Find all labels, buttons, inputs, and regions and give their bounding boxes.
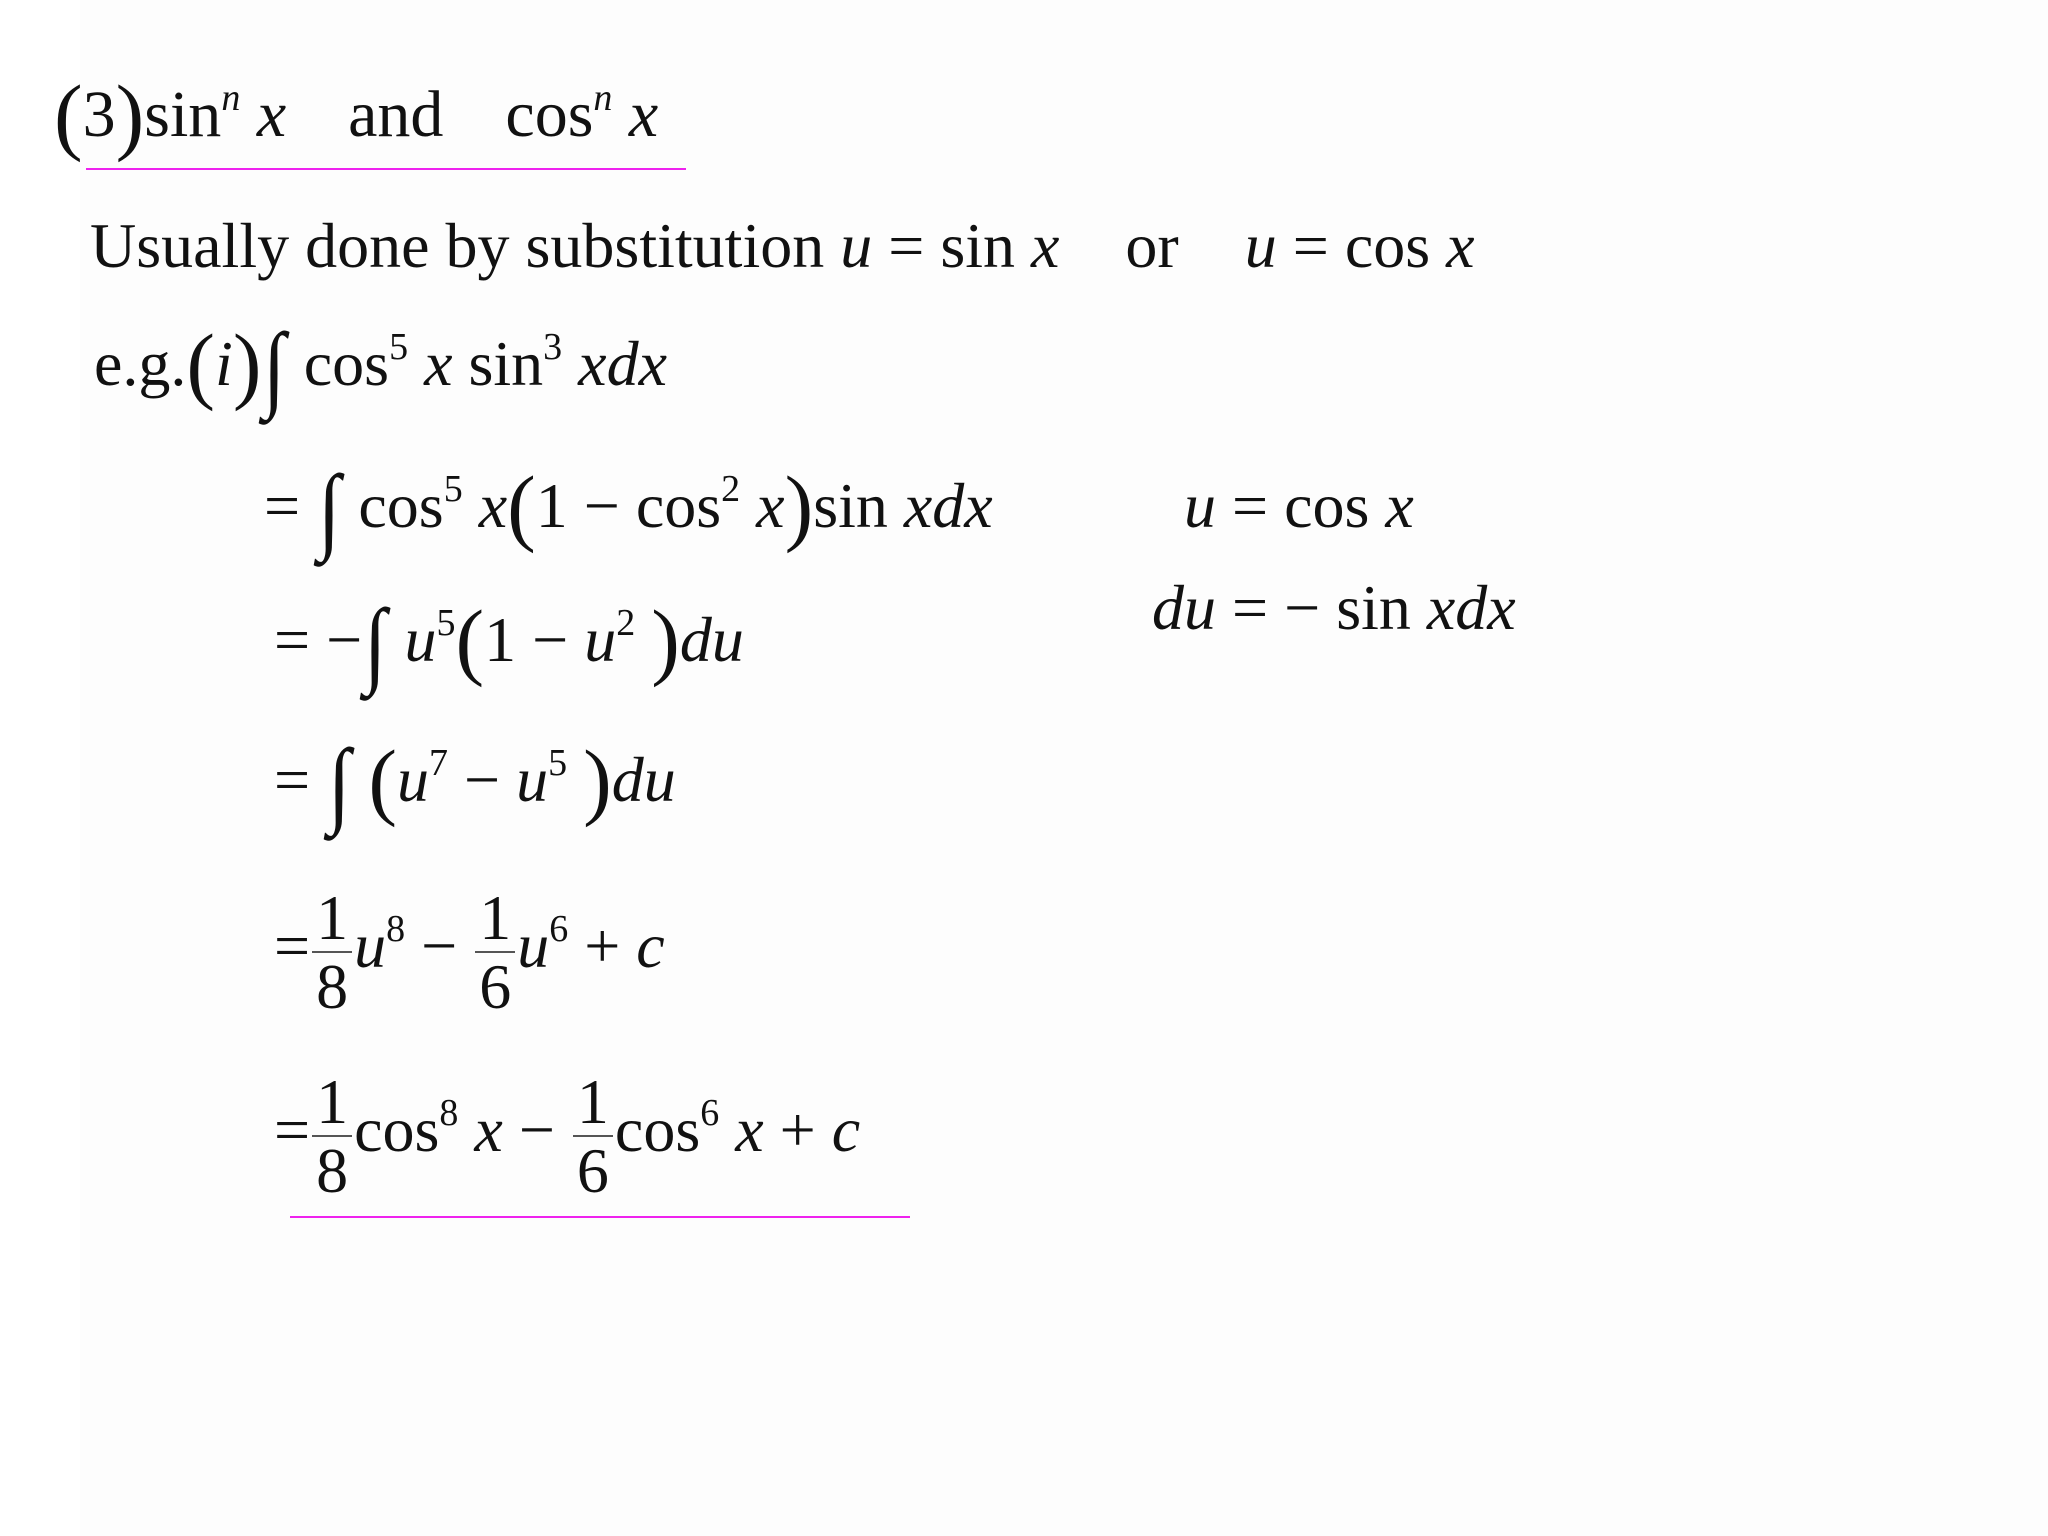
step4-exponent-6: 6 — [549, 907, 569, 950]
step3-u5: u — [516, 744, 549, 815]
substitution-u-x: x — [1385, 470, 1414, 541]
substitution-du-var: du — [1152, 572, 1216, 643]
step3-du: du — [611, 744, 676, 815]
substitution-du-eq: = − sin — [1216, 572, 1427, 643]
step4-minus: − — [405, 909, 474, 981]
heading-sin: sin — [144, 78, 222, 151]
heading-cos: cos — [505, 78, 594, 151]
intro-u1: u — [840, 210, 873, 281]
heading-cos-var: x — [628, 78, 659, 151]
equals-sign: = — [264, 470, 301, 541]
fraction-one-sixth — [475, 882, 515, 1023]
substitution-u-eq: = cos — [1216, 470, 1386, 541]
example-cos: cos — [303, 328, 390, 399]
step5-minus: − — [502, 1093, 571, 1165]
step1-lparen: ( — [507, 458, 536, 554]
step2-rparen: ) — [651, 592, 680, 688]
substitution-u-var: u — [1184, 470, 1216, 541]
equals-sign: = — [274, 744, 311, 815]
step4-exponent-8: 8 — [386, 907, 406, 950]
fraction-denominator: 6 — [479, 951, 512, 1023]
step3-rparen: ) — [583, 732, 612, 828]
step5-cos1: cos — [354, 1093, 440, 1165]
example-line: e.g.(i)∫ $\cos^5 x$ $\sin^3$ xdx — [94, 313, 667, 420]
step2-exponent-5: 5 — [436, 602, 456, 644]
step1-rparen: ) — [784, 458, 814, 554]
step1-exponent-5: 5 — [443, 468, 463, 510]
fraction-denominator: 8 — [316, 951, 349, 1023]
example-prefix: e.g. — [94, 328, 187, 399]
intro-x2: x — [1446, 210, 1475, 281]
step3-exponent-5: 5 — [548, 742, 568, 784]
example-cos-exponent: 5 — [389, 326, 409, 368]
intro-line — [90, 210, 1475, 281]
heading-and: and — [348, 78, 444, 151]
step2-u2: u — [584, 604, 617, 675]
intro-x1: x — [1031, 210, 1060, 281]
step1-exponent-2: 2 — [721, 468, 741, 510]
heading-cos-exponent: n — [593, 77, 613, 119]
fraction-denominator: 6 — [576, 1135, 609, 1207]
equals-minus-sign: = − — [274, 604, 363, 675]
intro-eq2: = cos — [1276, 210, 1447, 281]
step3-u7: u — [397, 744, 430, 815]
step1-sin: sin — [813, 470, 904, 541]
step2-du: du — [679, 604, 744, 675]
step1-one-minus-cos: 1 − cos — [535, 470, 722, 541]
step2-u: u — [404, 604, 437, 675]
step5-x1: x — [474, 1093, 503, 1165]
fraction-numerator: 1 — [475, 884, 515, 953]
step1-x2: x — [756, 470, 785, 541]
example-sin-exponent: 3 — [543, 326, 563, 368]
step5-constant: c — [831, 1093, 861, 1165]
intro-or: or — [1125, 210, 1179, 281]
section-heading — [54, 67, 659, 163]
step3-lparen: ( — [368, 732, 398, 828]
step4-u8: u — [354, 909, 387, 981]
step4-plus: + — [568, 909, 637, 981]
example-var2: xdx — [578, 328, 667, 399]
example-sin: sin — [468, 328, 544, 399]
fraction-numerator: 1 — [312, 1068, 352, 1137]
equals-sign: = — [274, 909, 311, 981]
heading-underline — [86, 168, 686, 170]
heading-number: 3 — [82, 78, 116, 151]
step4-constant: c — [636, 909, 665, 981]
step1-cos: cos — [358, 470, 444, 541]
example-label-close: ) — [232, 316, 262, 412]
step5-exponent-8: 8 — [439, 1091, 459, 1134]
fraction-one-eighth — [312, 1066, 352, 1207]
step1-x: x — [478, 470, 508, 541]
step3-exponent-7: 7 — [429, 742, 449, 784]
fraction-one-eighth — [312, 882, 352, 1023]
example-var1: x — [424, 328, 453, 399]
step5-exponent-6: 6 — [700, 1091, 720, 1134]
intro-u2: u — [1244, 210, 1277, 281]
intro-text: Usually done by substitution — [90, 210, 825, 281]
step-1: = ∫ $\cos^5 x(1 - \cos^2 x)\sin$ xdx — [264, 455, 993, 562]
step-5 — [274, 1066, 861, 1207]
step-3: = ∫ ($u^7 - u^5$ )du — [274, 729, 676, 836]
step5-plus: + — [763, 1093, 832, 1165]
step5-cos2: cos — [614, 1093, 701, 1165]
substitution-du — [1152, 572, 1516, 643]
fraction-numerator: 1 — [573, 1068, 613, 1137]
fraction-numerator: 1 — [312, 884, 352, 953]
heading-paren-open: ( — [54, 67, 83, 163]
step-4 — [274, 882, 665, 1023]
heading-paren-close: ) — [115, 67, 145, 163]
substitution-du-xdx: xdx — [1426, 572, 1516, 643]
fraction-one-sixth — [573, 1066, 613, 1207]
step3-minus: − — [448, 744, 517, 815]
equals-sign: = — [274, 1093, 311, 1165]
answer-underline — [290, 1216, 910, 1218]
substitution-u — [1184, 470, 1414, 541]
step2-lparen: ( — [455, 592, 485, 688]
step4-u6: u — [517, 909, 550, 981]
step1-xdx: xdx — [903, 470, 993, 541]
fraction-denominator: 8 — [316, 1135, 349, 1207]
step5-x2: x — [735, 1093, 764, 1165]
step2-exponent-2: 2 — [616, 602, 636, 644]
heading-sin-var: x — [256, 78, 287, 151]
heading-sin-exponent: n — [221, 77, 241, 119]
step2-one-minus: 1 − — [484, 604, 585, 675]
intro-eq1: = sin — [872, 210, 1031, 281]
step-2: = −∫ $u^5(1 - u^2$ )du — [274, 589, 744, 696]
example-label: i — [215, 328, 233, 399]
example-label-open: ( — [186, 316, 216, 412]
